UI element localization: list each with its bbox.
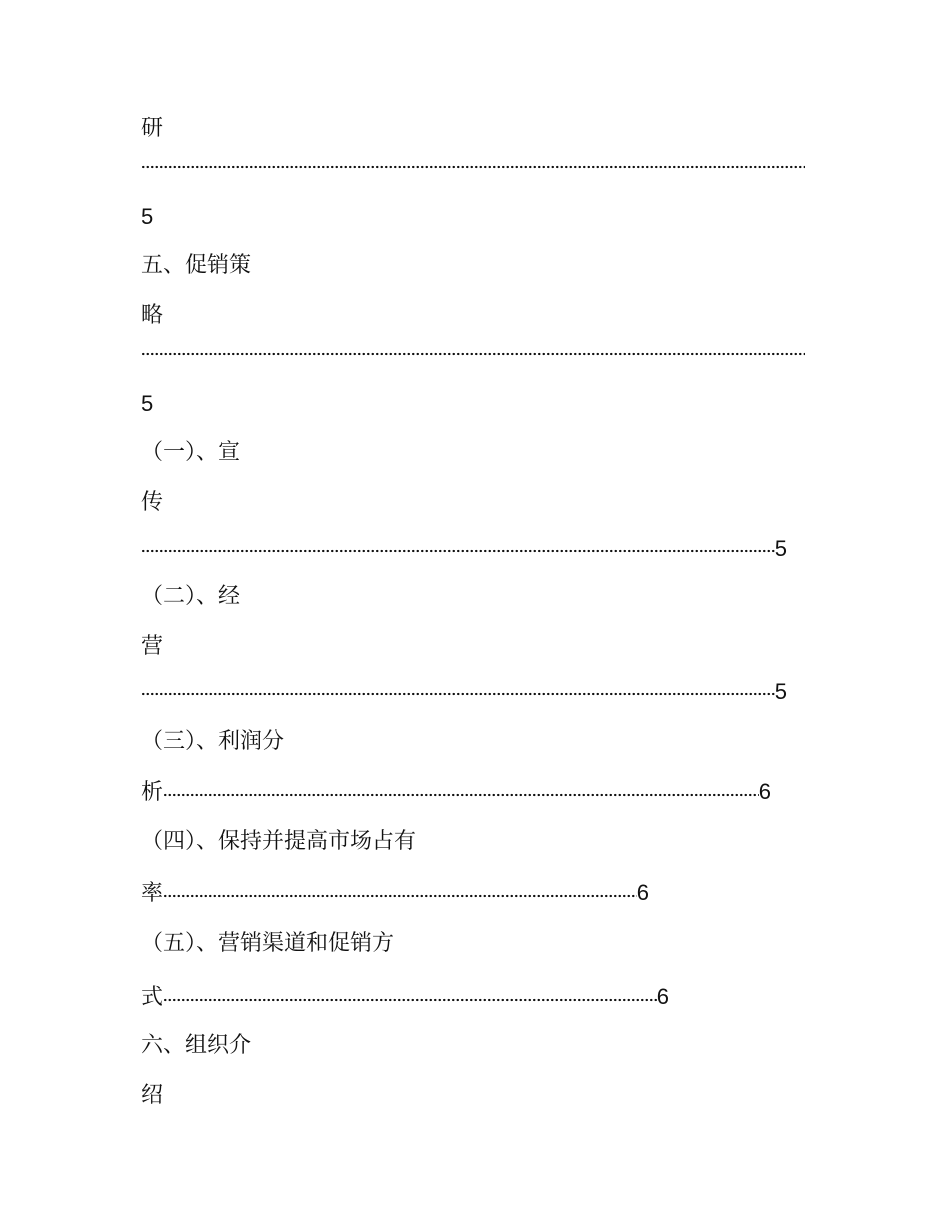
toc-entry-operation-title-cont: 营	[141, 634, 164, 659]
toc-entry-channels-page: 6	[656, 984, 669, 1009]
toc-entry-organization-title-cont: 绍	[141, 1083, 164, 1108]
toc-entry-organization-title: 六、组织介	[141, 1033, 252, 1058]
toc-entry-market-share-leader	[141, 880, 649, 907]
toc-entry-market-share-title: （四）、保持并提高市场占有	[141, 829, 417, 854]
toc-entry-promotion-page: 5	[141, 391, 154, 416]
dot-leader	[141, 691, 775, 697]
toc-entry-profit-page: 6	[758, 779, 771, 804]
toc-entry-profit-title-cont: 析	[141, 780, 164, 805]
toc-entry-profit-title: （三）、利润分	[141, 729, 285, 754]
toc-entry-channels-title: （五）、营销渠道和促销方	[141, 931, 395, 956]
toc-entry-operation-title: （二）、经	[141, 584, 241, 609]
dot-leader	[141, 548, 775, 554]
toc-entry-operation-leader	[141, 679, 787, 705]
toc-entry-promotion-title: 五、促销策	[141, 253, 252, 278]
dot-leader	[163, 792, 759, 798]
toc-entry-publicity-leader	[141, 536, 787, 562]
toc-entry-research-page: 5	[141, 204, 154, 229]
toc-entry-research-leader	[141, 164, 805, 178]
toc-entry-channels-title-cont: 式	[141, 985, 164, 1010]
toc-entry-promotion-leader	[141, 351, 805, 365]
toc-entry-publicity-title: （一）、宣	[141, 440, 241, 465]
dot-leader	[141, 164, 805, 170]
dot-leader	[163, 893, 637, 899]
toc-entry-channels-leader	[141, 984, 669, 1011]
toc-entry-publicity-title-cont: 传	[141, 490, 164, 515]
toc-entry-research-text: 研	[141, 116, 164, 141]
dot-leader	[163, 997, 657, 1003]
dot-leader	[141, 351, 805, 357]
toc-entry-promotion-title-cont: 略	[141, 303, 164, 328]
toc-entry-publicity-page: 5	[774, 536, 787, 561]
toc-entry-market-share-page: 6	[636, 880, 649, 905]
toc-entry-market-share-title-cont: 率	[141, 881, 164, 906]
toc-entry-profit-leader	[141, 779, 771, 806]
toc-entry-operation-page: 5	[774, 679, 787, 704]
